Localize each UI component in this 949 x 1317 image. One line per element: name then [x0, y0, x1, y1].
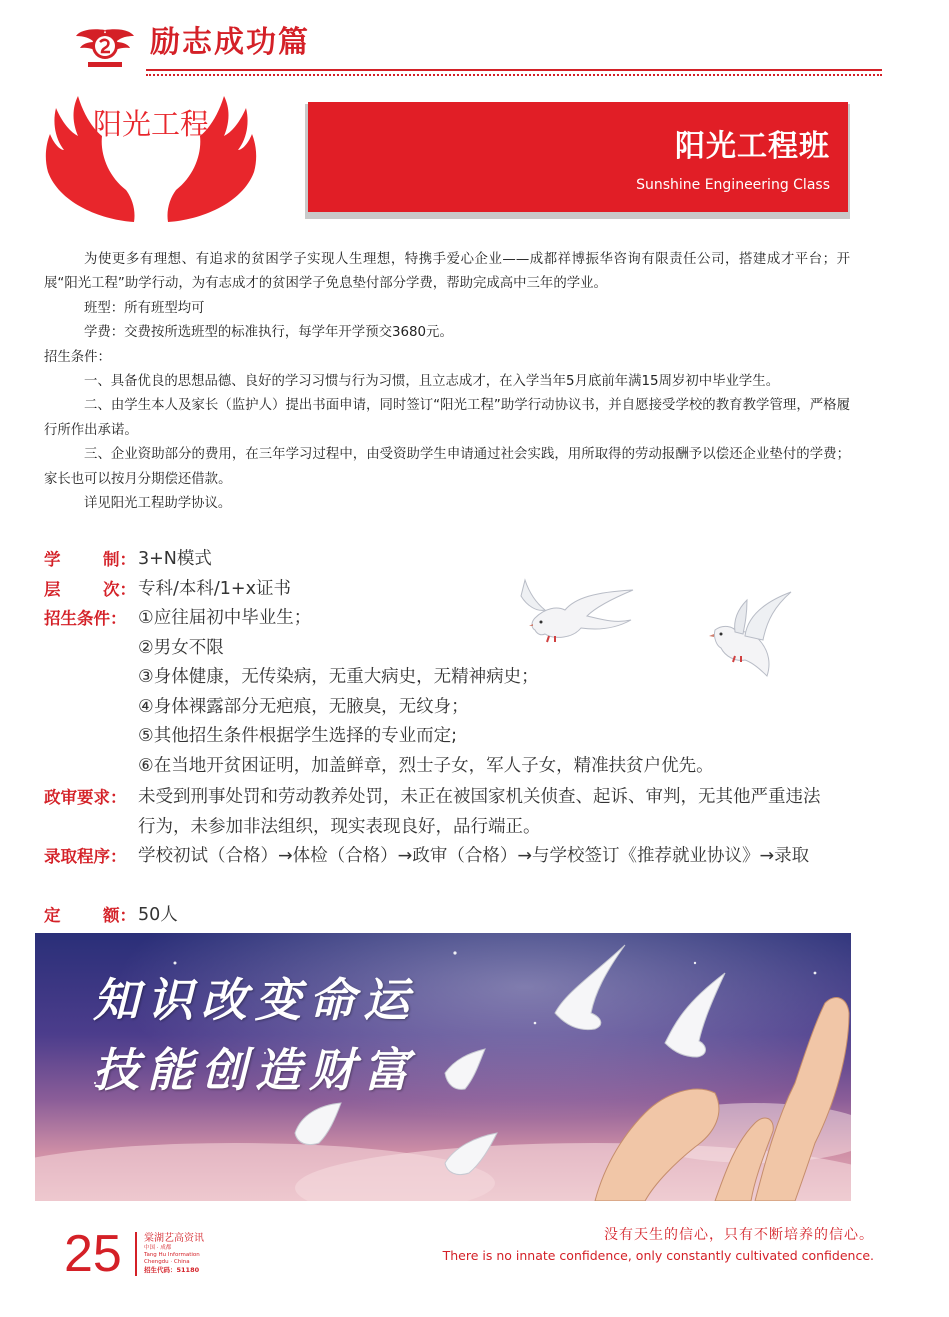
dove-icon [705, 590, 797, 682]
banner-subtitle: Sunshine Engineering Class [636, 177, 830, 193]
brand-name: 棠湖艺高资讯 [144, 1233, 204, 1244]
motto-image [35, 933, 851, 1201]
duration-label: 学 制： [44, 550, 136, 569]
header-dotted-divider [146, 74, 882, 76]
footer-brand [144, 1233, 204, 1275]
footer-divider [135, 1232, 137, 1276]
admission-value: 学校初试（合格）→体检（合格）→政审（合格）→与学校签订《推荐就业协议》→录取 [138, 846, 810, 866]
page-number: 25 [64, 1225, 122, 1283]
school-emblem-icon [74, 20, 136, 76]
level-value: 专科/本科/1+x证书 [138, 579, 291, 599]
requirement-item: ⑤其他招生条件根据学生选择的专业而定; [138, 726, 458, 746]
tuition-line: 学费：交费按所选班型的标准执行，每学年开学预交3680元。 [84, 325, 453, 341]
motto-line-2: 技能创造财富 [93, 1043, 417, 1097]
conditions-heading: 招生条件： [44, 349, 111, 365]
intro-paragraph: 为使更多有理想、有追求的贫困学子实现人生理想，特携手爱心企业——成都祥博振华咨询有限责任公司，搭建成才平台；开展“阳光工程”助学行动，为有志成才的贫困学子免息垫付部分学费，帮助完成高中三年的学业。 [44, 252, 850, 292]
requirement-item: ③身体健康，无传染病，无重大病史，无精神病史； [138, 667, 539, 687]
enroll-code: 招生代码：51180 [144, 1266, 200, 1274]
header-divider [146, 69, 882, 71]
footer-quote-chinese: 没有天生的信心，只有不断培养的信心。 [604, 1227, 874, 1243]
motto-line-1: 知识改变命运 [93, 973, 417, 1027]
banner-title: 阳光工程班 [675, 129, 830, 164]
quota-label: 定 额： [44, 906, 136, 925]
duration-value: 3+N模式 [138, 549, 212, 569]
admission-label: 录取程序： [44, 847, 127, 866]
section-title: 励志成功篇 [150, 25, 310, 60]
requirements-label: 招生条件： [44, 609, 127, 628]
requirement-item: ④身体裸露部分无疤痕，无腋臭，无纹身； [138, 696, 469, 717]
political-value: 未受到刑事处罚和劳动教养处罚，未正在被国家机关侦查、起诉、审判，无其他严重违法行为，未参加非法组织，现实表现良好，品行端正。 [138, 787, 821, 837]
program-logo-text: 阳光工程 [92, 107, 210, 141]
political-label: 政审要求： [44, 788, 127, 807]
level-label: 层 次： [44, 580, 136, 599]
dove-icon [505, 578, 637, 652]
condition-item: 三、企业资助部分的费用，在三年学习过程中，由受资助学生申请通过社会实践，用所取得的劳动报酬予以偿还企业垫付的学费；家长也可以按月分期偿还借款。 [44, 447, 850, 487]
requirement-item: ①应往届初中毕业生； [138, 608, 312, 628]
brand-location: 中国 · 成都 [144, 1245, 172, 1251]
requirement-item: ⑥在当地开贫困证明，加盖鲜章，烈士子女，军人子女，精准扶贫户优先。 [138, 755, 714, 776]
brand-english: Tang Hu Information [144, 1252, 200, 1258]
brand-city: Chengdu · China [144, 1259, 190, 1265]
title-banner [308, 102, 848, 212]
agreement-note: 详见阳光工程助学协议。 [84, 496, 232, 512]
intro-text [44, 248, 850, 516]
condition-item: 一、具备优良的思想品德、良好的学习习惯与行为习惯，且立志成才，在入学当年5月底前年满15周岁初中毕业学生。 [84, 374, 780, 390]
quota-value: 50人 [138, 905, 178, 925]
class-type-line: 班型：所有班型均可 [84, 300, 205, 316]
sunshine-wings-logo [42, 94, 260, 222]
condition-item: 二、由学生本人及家长（监护人）提出书面申请，同时签订“阳光工程”助学行动协议书，并自愿接受学校的教育教学管理，严格履行所作出承诺。 [44, 398, 850, 438]
requirement-item: ②男女不限 [138, 637, 224, 658]
footer-quote-english: There is no innate confidence, only constantly cultivated confidence. [442, 1248, 874, 1263]
